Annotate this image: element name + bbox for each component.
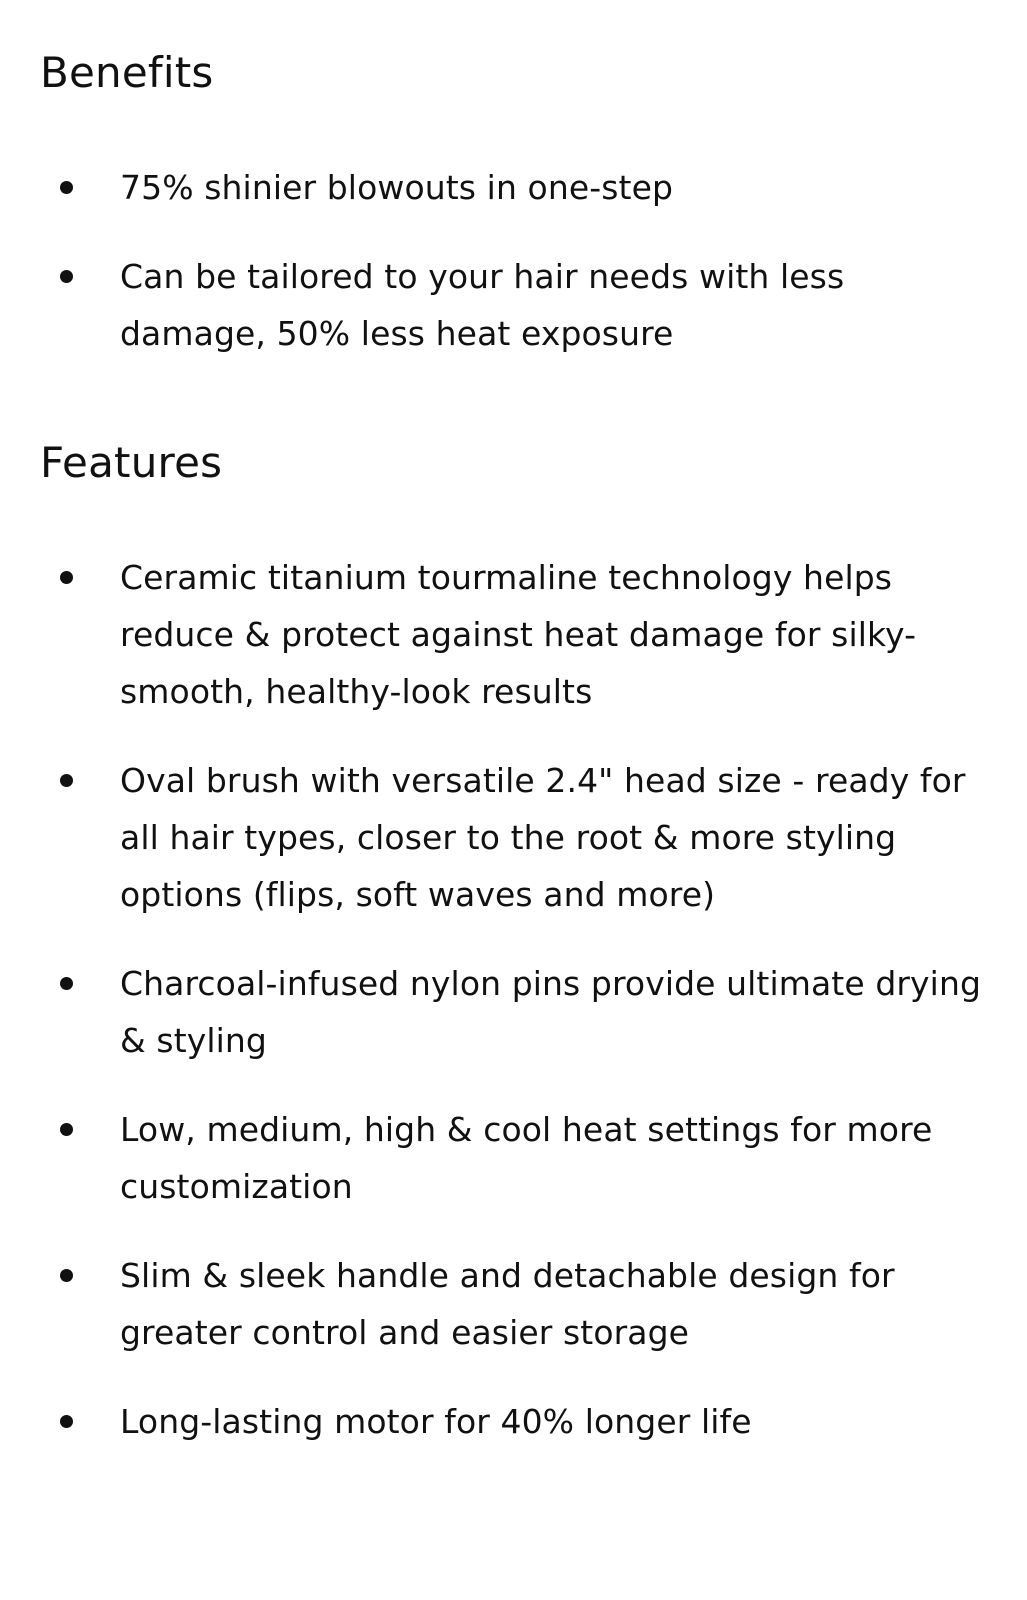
bullet-dot-icon [60,571,73,584]
bullet-dot-icon [60,1415,73,1428]
bullet-dot-icon [60,181,73,194]
feature-item [40,955,987,1069]
bullet-dot-icon [60,1123,73,1136]
features-list [40,549,987,1450]
bullet-dot-icon [60,270,73,283]
feature-text: Slim & sleek handle and detachable design for greater control and easier storage [120,1255,895,1352]
feature-text: Long-lasting motor for 40% longer life [120,1401,752,1441]
bullet-dot-icon [60,1269,73,1282]
feature-item [40,1101,987,1215]
feature-text: Low, medium, high & cool heat settings for more customization [120,1109,933,1206]
features-heading: Features [40,438,223,488]
feature-text: Oval brush with versatile 2.4" head size - ready for all hair types, closer to the root & more styling options (flips, soft waves and more) [120,760,966,914]
benefits-heading: Benefits [40,48,214,97]
benefit-text: Can be tailored to your hair needs with less damage, 50% less heat exposure [120,257,845,354]
bullet-dot-icon [60,774,73,787]
feature-item [40,549,987,720]
feature-text: Ceramic titanium tourmaline technology helps reduce & protect against heat damage for silky-smooth, healthy-look results [120,557,917,711]
benefit-item [40,248,987,362]
feature-item [40,1393,987,1450]
benefits-list [40,159,987,362]
feature-item [40,752,987,923]
benefit-item [40,159,987,216]
feature-text: Charcoal-infused nylon pins provide ultimate drying & styling [120,963,982,1060]
feature-item [40,1247,987,1361]
bullet-dot-icon [60,977,73,990]
benefit-text: 75% shinier blowouts in one-step [120,168,674,208]
